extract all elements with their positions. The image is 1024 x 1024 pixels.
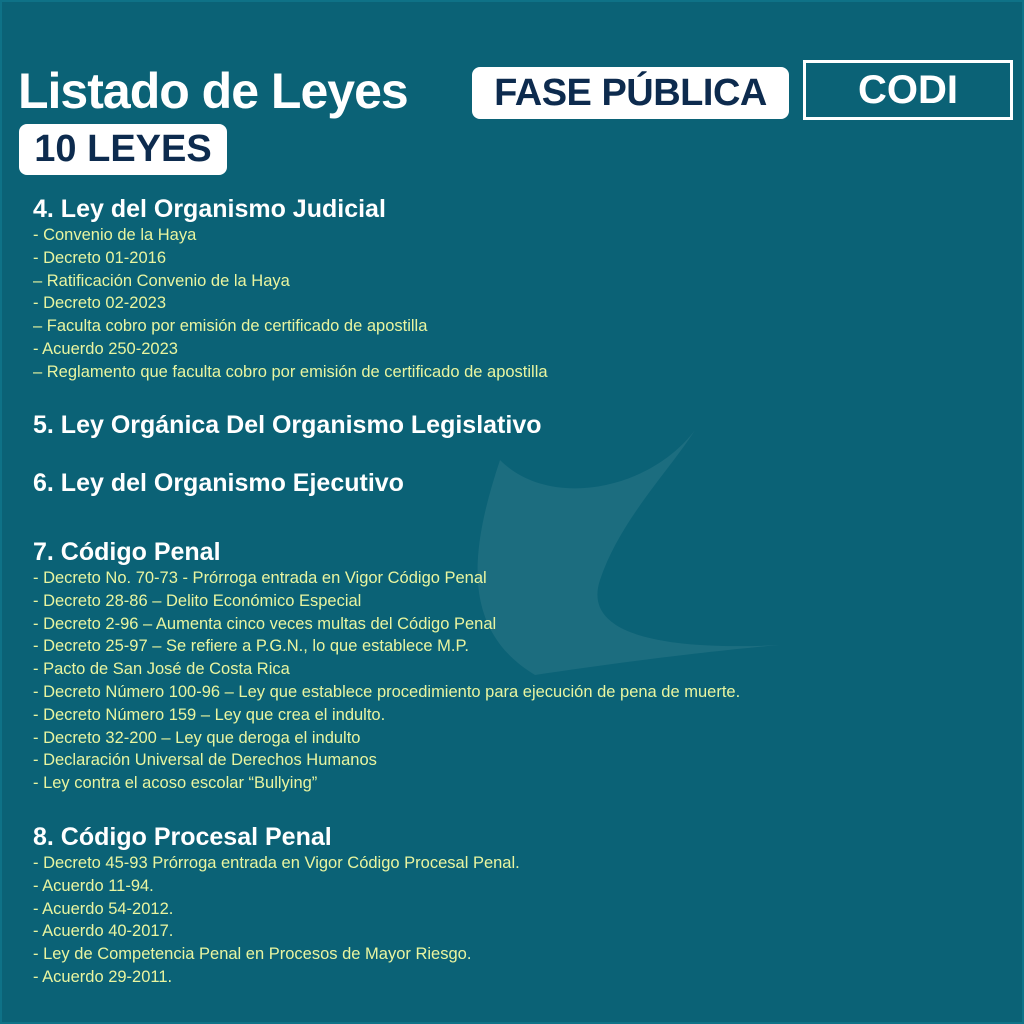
- law-item: – Ratificación Convenio de la Haya: [33, 271, 290, 290]
- count-badge: 10 LEYES: [19, 124, 227, 175]
- law-section-8: [33, 823, 1003, 989]
- brand-box: CODI: [803, 60, 1013, 120]
- law-item: - Declaración Universal de Derechos Humanos: [33, 751, 377, 770]
- law-items-list: [33, 567, 1003, 795]
- law-section-5: [33, 411, 1003, 439]
- law-heading: 5. Ley Orgánica Del Organismo Legislativo: [33, 411, 542, 439]
- law-section-4: [33, 195, 1003, 384]
- law-item: - Acuerdo 29-2011.: [33, 967, 173, 986]
- law-item: - Acuerdo 250-2023: [33, 339, 178, 358]
- law-item: - Decreto Número 159 – Ley que crea el indulto.: [33, 705, 386, 724]
- law-section-7: [33, 538, 1003, 795]
- law-items-list: [33, 852, 1003, 989]
- law-item: - Decreto 32-200 – Ley que deroga el indulto: [33, 728, 361, 747]
- law-item: - Ley de Competencia Penal en Procesos de Mayor Riesgo.: [33, 945, 472, 964]
- law-item: - Acuerdo 11-94.: [33, 876, 154, 895]
- law-item: - Decreto 01-2016: [33, 248, 166, 267]
- law-item: - Decreto No. 70-73 - Prórroga entrada en Vigor Código Penal: [33, 569, 487, 587]
- law-heading: 7. Código Penal: [33, 538, 221, 566]
- law-item: - Pacto de San José de Costa Rica: [33, 660, 290, 679]
- phase-badge: FASE PÚBLICA: [472, 67, 789, 119]
- law-item: - Convenio de la Haya: [33, 226, 197, 244]
- law-item: - Decreto 45-93 Prórroga entrada en Vigor Código Procesal Penal.: [33, 854, 520, 872]
- law-item: - Acuerdo 54-2012.: [33, 899, 174, 918]
- page-title: Listado de Leyes: [18, 63, 408, 119]
- law-item: - Decreto 28-86 – Delito Económico Especial: [33, 591, 362, 610]
- law-items-list: [33, 224, 1003, 384]
- law-section-6: [33, 469, 1003, 497]
- law-item: - Ley contra el acoso escolar “Bullying”: [33, 774, 318, 793]
- law-item: - Decreto 02-2023: [33, 294, 166, 313]
- law-item: - Acuerdo 40-2017.: [33, 922, 174, 941]
- law-item: – Faculta cobro por emisión de certificado de apostilla: [33, 317, 428, 336]
- law-heading: 8. Código Procesal Penal: [33, 823, 332, 851]
- law-item: - Decreto 25-97 – Se refiere a P.G.N., lo que establece M.P.: [33, 637, 469, 656]
- law-heading: 4. Ley del Organismo Judicial: [33, 195, 386, 223]
- law-item: - Decreto 2-96 – Aumenta cinco veces multas del Código Penal: [33, 614, 497, 633]
- law-item: - Decreto Número 100-96 – Ley que establece procedimiento para ejecución de pena de muerte.: [33, 682, 741, 701]
- law-heading: 6. Ley del Organismo Ejecutivo: [33, 469, 404, 497]
- law-item: – Reglamento que faculta cobro por emisión de certificado de apostilla: [33, 362, 548, 381]
